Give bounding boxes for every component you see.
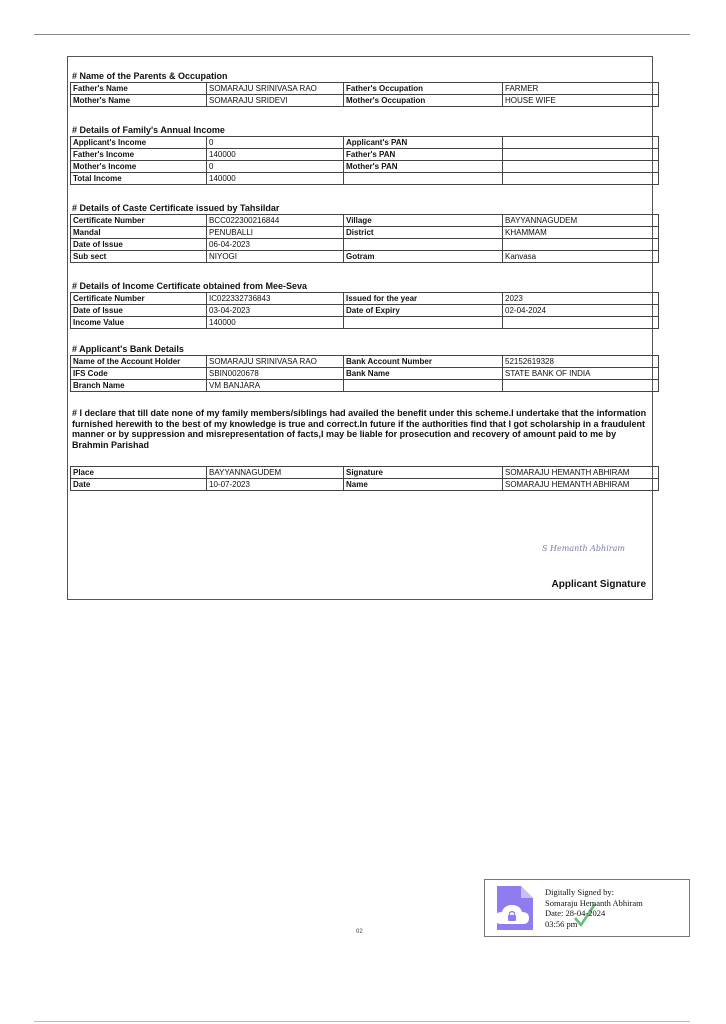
field-label: Mandal — [71, 227, 207, 239]
field-value — [503, 161, 659, 173]
page-number: 02 — [356, 929, 363, 935]
field-value: 10-07-2023 — [207, 479, 344, 491]
field-label: Name of the Account Holder — [71, 356, 207, 368]
table-row — [71, 467, 659, 479]
field-value — [503, 380, 659, 392]
section-title: # Details of Income Certificate obtained from Mee-Seva — [72, 281, 308, 291]
field-label: Total Income — [71, 173, 207, 185]
field-label: Bank Name — [344, 368, 503, 380]
field-label: Place — [71, 467, 207, 479]
table-row — [71, 251, 659, 263]
table-row — [71, 317, 659, 329]
table-row — [71, 173, 659, 185]
field-value — [503, 317, 659, 329]
field-label: Mother's Income — [71, 161, 207, 173]
field-value: BAYYANNAGUDEM — [503, 215, 659, 227]
field-label: District — [344, 227, 503, 239]
field-label — [344, 317, 503, 329]
field-label: Mother's Occupation — [344, 95, 503, 107]
application-form-frame — [67, 56, 653, 600]
table-row — [71, 215, 659, 227]
field-label: Village — [344, 215, 503, 227]
digital-signature-line: Date: 28-04-2024 — [545, 908, 606, 918]
field-label — [344, 173, 503, 185]
field-label: Signature — [344, 467, 503, 479]
section-title: # Details of Caste Certificate issued by Tahsildar — [72, 203, 280, 213]
caste-section — [70, 203, 650, 263]
table-row — [71, 137, 659, 149]
table-row — [71, 227, 659, 239]
table-row — [71, 293, 659, 305]
field-value: 2023 — [503, 293, 659, 305]
table-row — [71, 239, 659, 251]
field-label: Date of Issue — [71, 305, 207, 317]
field-value — [503, 239, 659, 251]
handwritten-signature: S Hemanth Abhiram — [542, 544, 625, 553]
field-value: 0 — [207, 161, 344, 173]
field-value: SBIN0020678 — [207, 368, 344, 380]
field-label: Father's Income — [71, 149, 207, 161]
applicant-signature-label: Applicant Signature — [551, 579, 646, 590]
field-label — [344, 380, 503, 392]
field-label: Name — [344, 479, 503, 491]
field-label: Mother's PAN — [344, 161, 503, 173]
income-table — [70, 136, 659, 185]
field-label: Father's PAN — [344, 149, 503, 161]
parents-section — [70, 71, 650, 107]
field-label: Sub sect — [71, 251, 207, 263]
field-value: 0 — [207, 137, 344, 149]
income-cert-table — [70, 292, 659, 329]
declaration-text: # I declare that till date none of my family members/siblings had availed the benefit under this scheme.I undertake that the information furnished herewith to the best of my knowledge is true and correct.In future if the authorities find that I got scholarship in a fraudulent manner or by suppression and misrepresentation of facts,I may be liable for prosecution and recovery of amount paid to me by Brahmin Parishad — [72, 408, 647, 450]
field-label: Applicant's Income — [71, 137, 207, 149]
field-value: SOMARAJU HEMANTH ABHIRAM — [503, 467, 659, 479]
field-value: SOMARAJU SRINIVASA RAO — [207, 83, 344, 95]
table-row — [71, 149, 659, 161]
field-value: VM BANJARA — [207, 380, 344, 392]
field-label: Date — [71, 479, 207, 491]
field-value — [503, 137, 659, 149]
field-value: SOMARAJU HEMANTH ABHIRAM — [503, 479, 659, 491]
field-label: Income Value — [71, 317, 207, 329]
field-value: 140000 — [207, 173, 344, 185]
table-row — [71, 479, 659, 491]
field-value: PENUBALLI — [207, 227, 344, 239]
digital-signature-box — [484, 879, 690, 937]
field-value: BCC022300216844 — [207, 215, 344, 227]
field-label: Gotram — [344, 251, 503, 263]
field-value — [503, 173, 659, 185]
field-value: KHAMMAM — [503, 227, 659, 239]
field-label: IFS Code — [71, 368, 207, 380]
digital-signature-line: 03:56 pm — [545, 918, 578, 929]
table-row — [71, 380, 659, 392]
caste-table — [70, 214, 659, 263]
field-value: SOMARAJU SRINIVASA RAO — [207, 356, 344, 368]
field-value: 52152619328 — [503, 356, 659, 368]
section-title: # Applicant's Bank Details — [72, 344, 184, 354]
field-label: Branch Name — [71, 380, 207, 392]
table-row — [71, 95, 659, 107]
bank-table — [70, 355, 659, 392]
field-value: IC022332736843 — [207, 293, 344, 305]
field-value: SOMARAJU SRIDEVI — [207, 95, 344, 107]
bank-section — [70, 344, 650, 392]
field-label: Applicant's PAN — [344, 137, 503, 149]
field-value: NIYOGI — [207, 251, 344, 263]
income-section — [70, 125, 650, 185]
field-value — [503, 149, 659, 161]
parents-table — [70, 82, 659, 107]
field-value: FARMER — [503, 83, 659, 95]
table-row — [71, 356, 659, 368]
field-value: 140000 — [207, 149, 344, 161]
income-cert-section — [70, 281, 650, 329]
table-row — [71, 161, 659, 173]
field-label: Date of Issue — [71, 239, 207, 251]
field-label: Father's Occupation — [344, 83, 503, 95]
field-label — [344, 239, 503, 251]
field-label: Certificate Number — [71, 215, 207, 227]
field-label: Bank Account Number — [344, 356, 503, 368]
field-value: STATE BANK OF INDIA — [503, 368, 659, 380]
field-value: HOUSE WIFE — [503, 95, 659, 107]
place-table — [70, 466, 659, 491]
cloud-lock-document-icon — [489, 884, 541, 934]
field-label: Issued for the year — [344, 293, 503, 305]
field-value: 03-04-2023 — [207, 305, 344, 317]
field-label: Mother's Name — [71, 95, 207, 107]
table-row — [71, 83, 659, 95]
table-row — [71, 368, 659, 380]
field-label: Date of Expiry — [344, 305, 503, 317]
section-title: # Details of Family's Annual Income — [72, 125, 225, 135]
top-divider — [34, 34, 690, 35]
field-label: Father's Name — [71, 83, 207, 95]
table-row — [71, 305, 659, 317]
bottom-divider — [34, 1021, 690, 1022]
digital-signature-line: Somaraju Hemanth Abhiram — [545, 897, 643, 908]
field-value: BAYYANNAGUDEM — [207, 467, 344, 479]
section-title: # Name of the Parents & Occupation — [72, 71, 228, 81]
field-value: Kanvasa — [503, 251, 659, 263]
field-value: 140000 — [207, 317, 344, 329]
digital-signature-text — [545, 887, 643, 929]
field-value: 02-04-2024 — [503, 305, 659, 317]
place-section — [70, 466, 650, 491]
field-value: 06-04-2023 — [207, 239, 344, 251]
field-label: Certificate Number — [71, 293, 207, 305]
digital-signature-line: Digitally Signed by: — [545, 887, 614, 897]
